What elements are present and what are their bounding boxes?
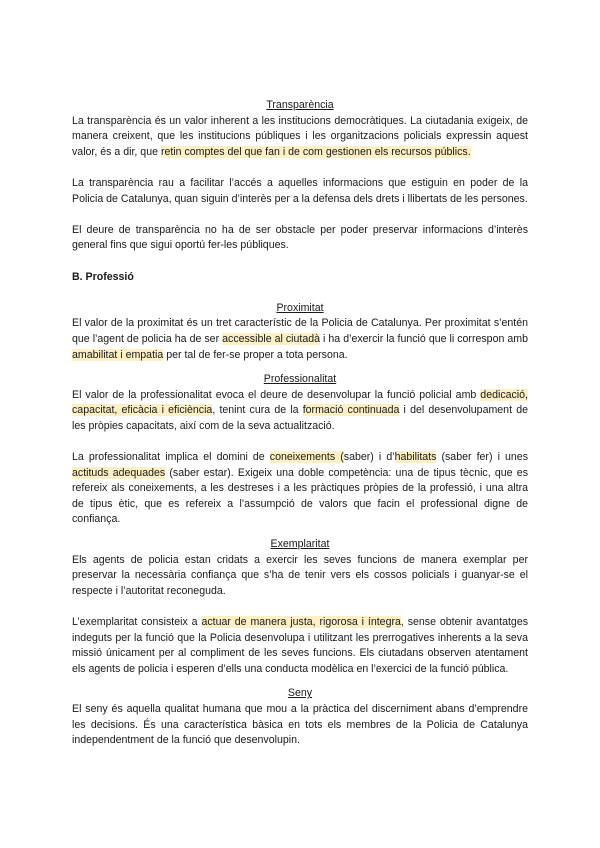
heading-professionalitat: Professionalitat <box>263 373 337 386</box>
highlight: dedicació, capacitat, eficàcia i eficiència <box>72 388 528 417</box>
paragraph-exemplaritat-2: L’exemplaritat consisteix a actuar de manera justa, rigorosa i íntegra, sense obtenir avantatges indeguts per la funció que la Policia desenvolupa i utilitzant les prerrogatives inherents a la seva missió únicament per al compliment de les seves funcions. Els ciutadans observen atentament els agents de policia i esperen d’ells una conducta modèlica en l’exercici de la funció pública. <box>72 616 529 675</box>
paragraph-proximitat-1: El valor de la proximitat és un tret característic de la Policia de Catalunya. Per proximitat s’entén que l’agent de policia ha de ser accessible al ciutadà i ha d’exercir la funció que li correspon amb amabilitat i empatia per tal de fer-se proper a tota persona. <box>72 317 528 361</box>
paragraph-transparencia-2: La transparència rau a facilitar l’accés a aquelles informacions que estiguin en poder de la Policia de Catalunya, quan siguin d’interès per a la defensa dels drets i llibertats de les persones. <box>72 176 528 205</box>
highlight: retin comptes del que fan i de com gestionen els recursos públics. <box>160 145 471 158</box>
highlight: coneixements ( <box>269 451 344 464</box>
paragraph-seny-1: El seny és aquella qualitat humana que mou a la pràctica del discerniment abans d’emprendre les decisions. És una característica bàsica en tots els membres de la Policia de Catalunya independentment de la funció que desenvolupin. <box>72 702 528 747</box>
paragraph-transparencia-1: La transparència és un valor inherent a les institucions democràtiques. La ciutadania exigeix, de manera creixent, que les institucions públiques i les organitzacions policials expressin aquest valor, és a dir, que retin comptes del que fan i de com gestionen els recursos públics. <box>72 114 528 158</box>
paragraph-transparencia-3: El deure de transparència no ha de ser obstacle per poder preservar informacions d’interès general fins que sigui oportú fer-les públiques. <box>72 223 528 252</box>
paragraph-exemplaritat-1: Els agents de policia estan cridats a exercir les seves funcions de manera exemplar per preservar la necessària confiança que s’ha de tenir vers els cossos policials i guanyar-se el respecte i l’autoritat reconeguda. <box>72 553 528 597</box>
highlight: actuar de manera justa, rigorosa i íntegra <box>201 616 401 628</box>
document-body <box>72 98 528 749</box>
highlight: amabilitat i empatia <box>72 348 164 361</box>
paragraph-professionalitat-1: El valor de la professionalitat evoca el deure de desenvolupar la funció policial amb dedicació, capacitat, eficàcia i eficiència, tenint cura de la formació continuada i del desenvolupament de les pròpies capacitats, així com de la seva actualització. <box>72 388 528 432</box>
heading-proximitat: Proximitat <box>276 301 324 314</box>
heading-transparencia: Transparència <box>266 99 334 111</box>
section-heading-professio: B. Professió <box>72 270 134 283</box>
highlight: accessible al ciutadà <box>222 332 321 345</box>
highlight: habilitats <box>394 451 437 464</box>
highlight: actituds adequades <box>72 466 166 479</box>
paragraph-professionalitat-2: La professionalitat implica el domini de coneixements (saber) i d’habilitats (saber fer) i unes actituds adequades (saber estar). Exigeix una doble competència: una de tipus tècnic, que es refereix als coneixements, a les destreses i a les pràctiques pròpies de la professió, i una altra de tipus ètic, que es refereix a l’assumpció de valors que facin el professional digne de confiança. <box>72 451 528 526</box>
heading-seny: Seny <box>287 687 313 700</box>
highlight: formació continuada <box>302 404 400 417</box>
heading-exemplaritat: Exemplaritat <box>270 538 330 551</box>
